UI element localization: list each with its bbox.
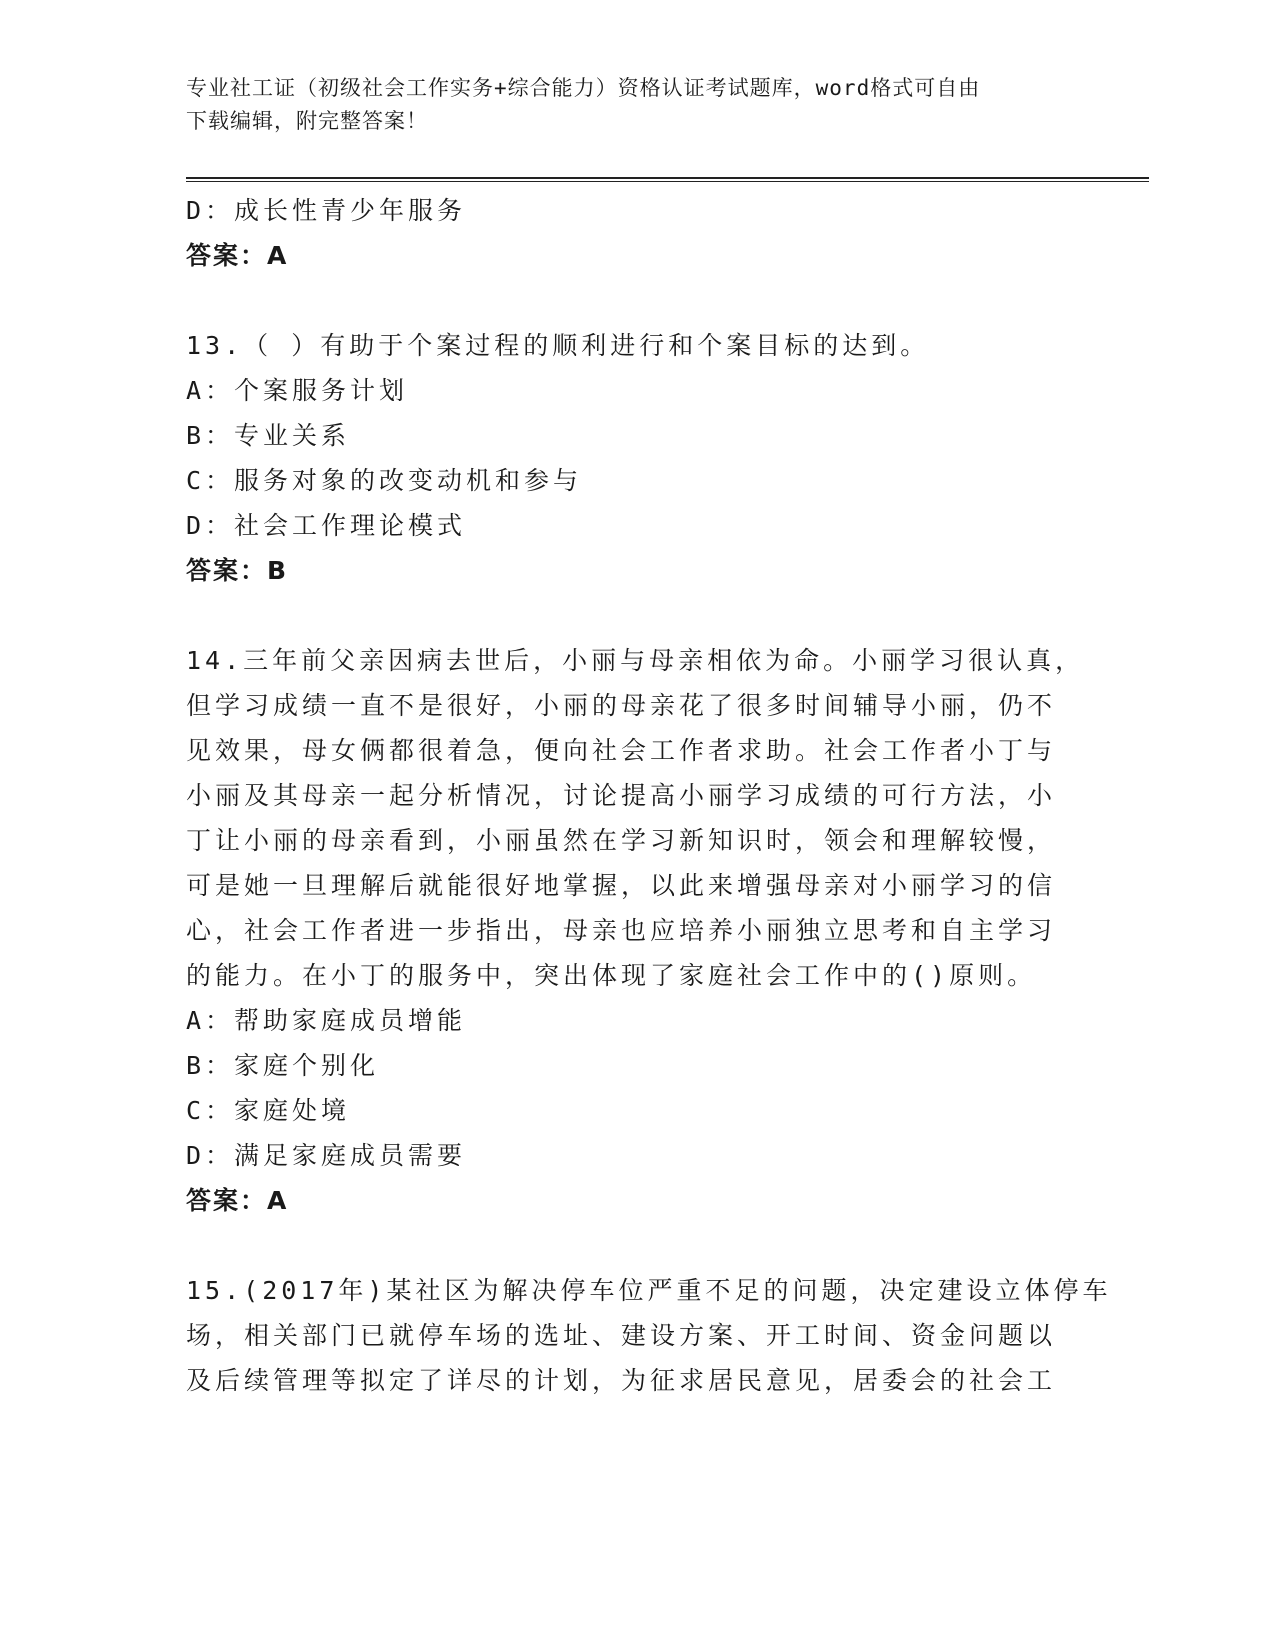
question-14-option-c: C：家庭处境 [186,1096,351,1125]
prev-question-option-d: D：成长性青少年服务 [186,196,467,225]
question-14-answer: 答案：A [186,1186,289,1215]
prev-question-answer: 答案：A [186,241,289,270]
question-13-option-a: A：个案服务计划 [186,376,409,405]
question-14-stem-line: 14.三年前父亲因病去世后，小丽与母亲相依为命。小丽学习很认真， [186,646,1085,675]
question-13-answer: 答案：B [186,556,289,585]
spacer [186,593,1086,638]
question-15-stem-line: 场，相关部门已就停车场的选址、建设方案、开工时间、资金问题以 [186,1321,1057,1350]
question-14-stem-line: 小丽及其母亲一起分析情况，讨论提高小丽学习成绩的可行方法，小 [186,781,1057,810]
question-13-stem: 13.（ ）有助于个案过程的顺利进行和个案目标的达到。 [186,331,930,360]
question-14-stem-line: 但学习成绩一直不是很好，小丽的母亲花了很多时间辅导小丽，仍不 [186,691,1057,720]
question-13-option-d: D：社会工作理论模式 [186,511,467,540]
question-14-stem-line: 见效果，母女俩都很着急，便向社会工作者求助。社会工作者小丁与 [186,736,1057,765]
question-14-stem-line: 的能力。在小丁的服务中，突出体现了家庭社会工作中的()原则。 [186,961,1037,990]
page-header [186,72,1086,138]
question-14-option-a: A：帮助家庭成员增能 [186,1006,467,1035]
question-14-stem [186,638,1086,998]
question-13-option-b: B：专业关系 [186,421,351,450]
question-15-stem [186,1268,1112,1403]
header-line-1: 专业社工证（初级社会工作实务+综合能力）资格认证考试题库，word格式可自由 [186,76,981,100]
question-14-option-b: B：家庭个别化 [186,1051,380,1080]
header-line-2: 下载编辑，附完整答案！ [186,109,428,133]
header-divider [186,177,1149,179]
question-15-stem-line: 15.(2017年)某社区为解决停车位严重不足的问题，决定建设立体停车 [186,1276,1112,1305]
question-content [186,188,1112,1403]
header-divider-thin [186,181,1149,182]
spacer [186,278,1086,323]
question-14-stem-line: 丁让小丽的母亲看到，小丽虽然在学习新知识时，领会和理解较慢， [186,826,1057,855]
spacer [186,1223,1086,1268]
question-13-option-c: C：服务对象的改变动机和参与 [186,466,583,495]
question-14-stem-line: 心，社会工作者进一步指出，母亲也应培养小丽独立思考和自主学习 [186,916,1057,945]
question-15-stem-line: 及后续管理等拟定了详尽的计划，为征求居民意见，居委会的社会工 [186,1366,1057,1395]
question-14-option-d: D：满足家庭成员需要 [186,1141,467,1170]
question-14-stem-line: 可是她一旦理解后就能很好地掌握，以此来增强母亲对小丽学习的信 [186,871,1057,900]
